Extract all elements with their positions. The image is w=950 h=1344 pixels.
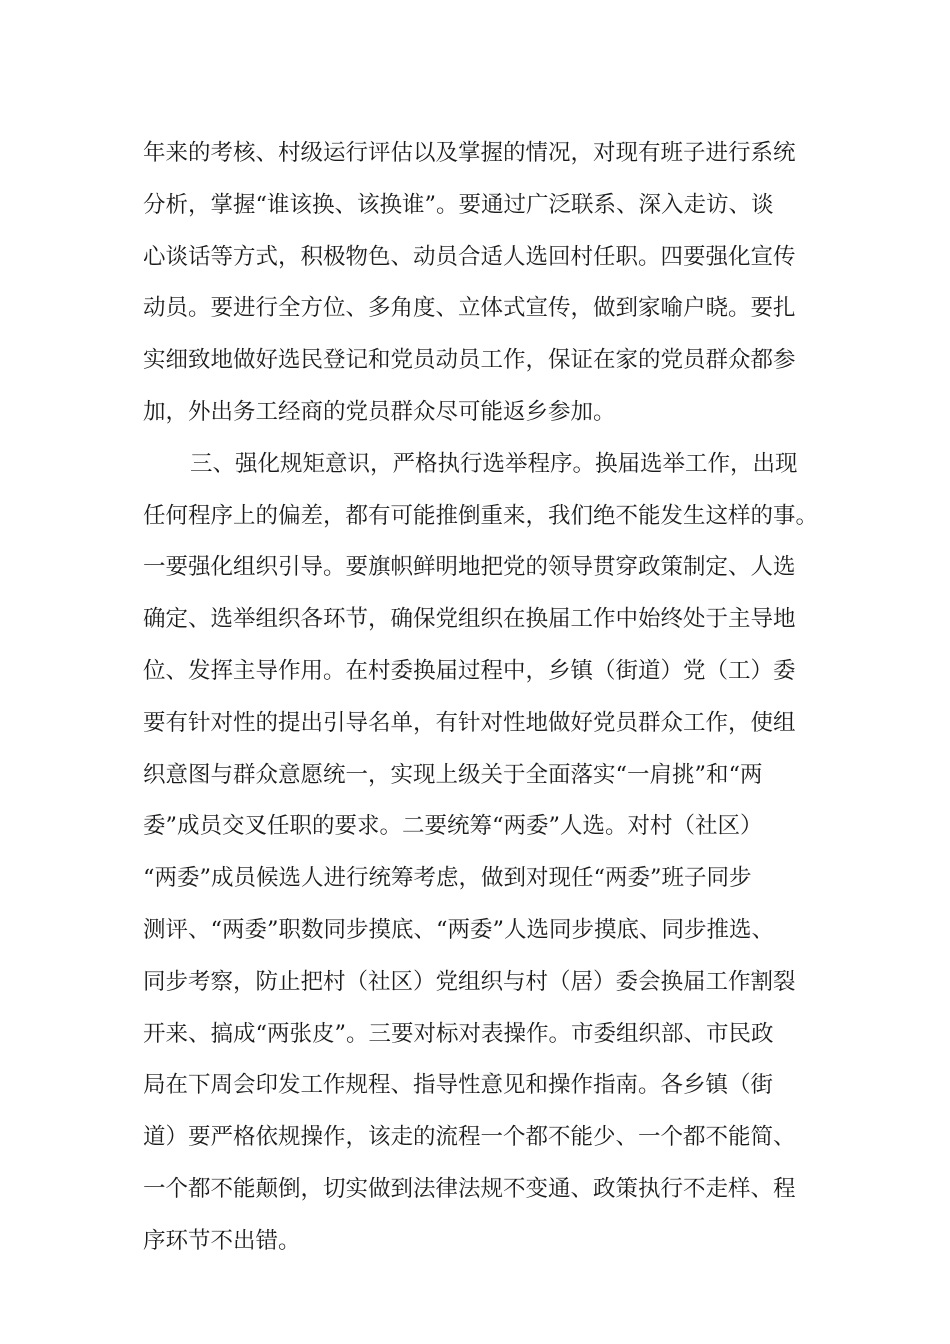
text-line: 实细致地做好选民登记和党员动员工作，保证在家的党员群众都参: [143, 347, 796, 374]
text-line: 序环节不出错。: [143, 1227, 301, 1254]
text-line: 任何程序上的偏差，都有可能推倒重来，我们绝不能发生这样的事。: [143, 502, 819, 529]
text-line: 要有针对性的提出引导名单，有针对性地做好党员群众工作，使组: [143, 709, 796, 736]
text-line: 开来、搞成“两张皮”。三要对标对表操作。市委组织部、市民政: [143, 1020, 774, 1047]
text-line: 一个都不能颠倒，切实做到法律法规不变通、政策执行不走样、程: [143, 1175, 796, 1202]
text-line: 道）要严格依规操作，该走的流程一个都不能少、一个都不能简、: [143, 1124, 796, 1151]
body-text: [143, 128, 823, 1268]
text-line: 加，外出务工经商的党员群众尽可能返乡参加。: [143, 398, 616, 425]
text-line: 织意图与群众意愿统一，实现上级关于全面落实“一肩挑”和“两: [143, 761, 763, 788]
text-line: 一要强化组织引导。要旗帜鲜明地把党的领导贯穿政策制定、人选: [143, 554, 796, 581]
section-heading-line: 三、强化规矩意识，严格执行选举程序。换届选举工作，出现: [190, 450, 798, 477]
text-line: 年来的考核、村级运行评估以及掌握的情况，对现有班子进行系统: [143, 140, 796, 166]
text-line: “两委”成员候选人进行统筹考虑，做到对现任“两委”班子同步: [143, 865, 752, 892]
text-line: 测评、“两委”职数同步摸底、“两委”人选同步摸底、同步推选、: [143, 916, 775, 943]
text-line: 心谈话等方式，积极物色、动员合适人选回村任职。四要强化宣传: [143, 243, 796, 270]
text-line: 委”成员交叉任职的要求。二要统筹“两委”人选。对村（社区）: [143, 813, 763, 840]
text-line: 同步考察，防止把村（社区）党组织与村（居）委会换届工作割裂: [143, 968, 796, 995]
text-line: 位、发挥主导作用。在村委换届过程中，乡镇（街道）党（工）委: [143, 657, 796, 684]
text-line: 分析，掌握“谁该换、该换谁”。要通过广泛联系、深入走访、谈: [143, 191, 774, 218]
text-line: 局在下周会印发工作规程、指导性意见和操作指南。各乡镇（街: [143, 1072, 774, 1099]
text-line: 动员。要进行全方位、多角度、立体式宣传，做到家喻户晓。要扎: [143, 295, 796, 322]
text-line: 确定、选举组织各环节，确保党组织在换届工作中始终处于主导地: [143, 606, 796, 633]
